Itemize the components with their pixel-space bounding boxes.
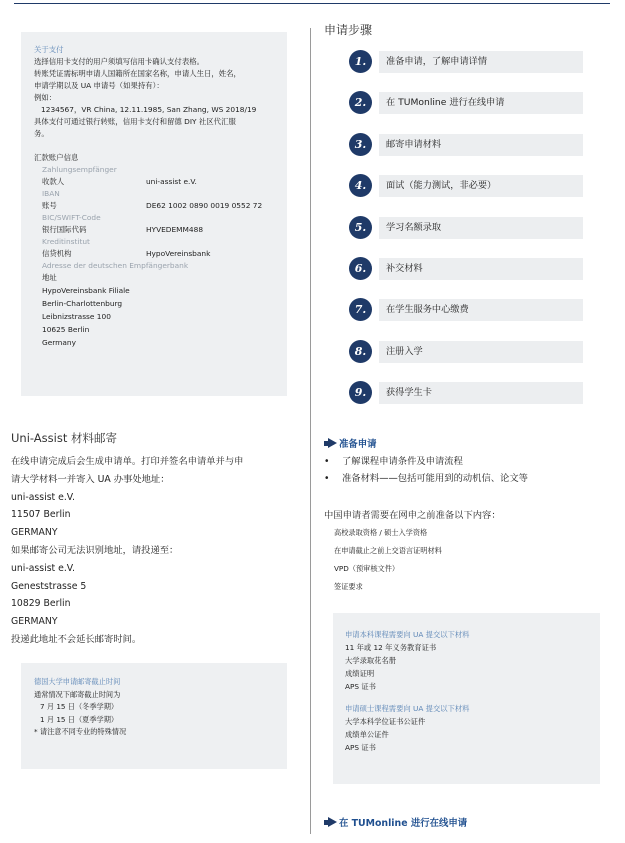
account-row bbox=[34, 272, 282, 284]
bachelor-material-item: 大学录取花名册 bbox=[345, 656, 397, 665]
account-row bbox=[34, 248, 282, 260]
step-number-badge: 4. bbox=[349, 174, 372, 197]
payment-title: 关于支付 bbox=[34, 45, 64, 54]
bullet-icon: • bbox=[324, 456, 330, 467]
bank-address-line: HypoVereinsbank Filiale bbox=[42, 286, 130, 295]
master-materials-title: 申请硕士课程需要向 UA 提交以下材料 bbox=[345, 704, 470, 713]
step-label: 补交材料 bbox=[379, 258, 583, 280]
china-requirement-item: 高校录取资格 / 硕士入学资格 bbox=[334, 528, 428, 537]
step-4 bbox=[349, 175, 583, 197]
step-label: 准备申请，了解申请详情 bbox=[379, 51, 583, 73]
step-number-badge: 6. bbox=[349, 257, 372, 280]
account-value: HypoVereinsbank bbox=[146, 249, 211, 258]
china-requirements-list bbox=[334, 524, 442, 596]
mail-line: uni-assist e.V. bbox=[11, 491, 75, 503]
mail-line: 如果邮寄公司无法识别地址，请投递至： bbox=[11, 544, 179, 556]
payment-line: 选择信用卡支付的用户须填写信用卡确认支付表格。 bbox=[34, 57, 204, 66]
step-number-badge: 2. bbox=[349, 91, 372, 114]
bank-address-line: Berlin-Charlottenburg bbox=[42, 299, 123, 308]
account-label: BIC/SWIFT-Code bbox=[42, 213, 101, 222]
account-row bbox=[34, 200, 282, 212]
step-label: 注册入学 bbox=[379, 341, 583, 363]
arrow-right-icon bbox=[328, 817, 337, 827]
deadline-intro: 通常情况下邮寄截止时间为 bbox=[34, 689, 121, 699]
step-label: 获得学生卡 bbox=[379, 382, 583, 404]
mail-line: GERMANY bbox=[11, 527, 58, 539]
mail-section-title: Uni-Assist 材料邮寄 bbox=[11, 431, 117, 445]
payment-line: 申请学期以及 UA 申请号（如果持有）： bbox=[34, 81, 164, 90]
online-heading bbox=[324, 815, 467, 829]
step-label: 在学生服务中心缴费 bbox=[379, 299, 583, 321]
bank-address-line: 10625 Berlin bbox=[42, 325, 90, 334]
account-label: 账号 bbox=[42, 201, 57, 210]
online-heading-text: 在 TUMonline 进行在线申请 bbox=[339, 818, 468, 829]
step-label: 在 TUMonline 进行在线申请 bbox=[379, 92, 583, 114]
prepare-heading bbox=[324, 436, 377, 450]
deadline-note: * 请注意不同专业的特殊情况 bbox=[34, 727, 127, 736]
payment-line: 具体支付可通过银行转账，信用卡支付和留德 DIY 社区代汇服 bbox=[34, 117, 236, 126]
bachelor-materials-list bbox=[345, 641, 469, 693]
step-5 bbox=[349, 217, 583, 239]
account-row bbox=[34, 176, 282, 188]
column-divider bbox=[310, 28, 311, 834]
mail-line: 在线申请完成后会生成申请单。打印并签名申请单并与申 bbox=[11, 456, 244, 467]
step-8 bbox=[349, 341, 583, 363]
mail-line: GERMANY bbox=[11, 616, 58, 628]
bachelor-material-item: 11 年或 12 年义务教育证书 bbox=[345, 643, 437, 652]
bachelor-material-item: APS 证书 bbox=[345, 682, 376, 691]
account-label: 信贷机构 bbox=[42, 249, 72, 258]
step-number-badge: 8. bbox=[349, 340, 372, 363]
step-7 bbox=[349, 299, 583, 321]
prepare-heading-text: 准备申请 bbox=[339, 439, 377, 450]
step-number-badge: 9. bbox=[349, 381, 372, 404]
step-3 bbox=[349, 134, 583, 156]
deadline-title: 德国大学申请邮寄截止时间 bbox=[34, 677, 121, 686]
account-row bbox=[34, 212, 282, 224]
mail-line: 11507 Berlin bbox=[11, 509, 71, 521]
bank-address bbox=[34, 284, 282, 349]
account-label: 银行国际代码 bbox=[42, 225, 87, 234]
account-row bbox=[34, 260, 282, 272]
payment-line: 务。 bbox=[34, 129, 49, 138]
master-materials-list bbox=[345, 715, 469, 754]
steps-title: 申请步骤 bbox=[324, 23, 373, 37]
account-label: Kreditinstitut bbox=[42, 237, 90, 246]
master-material-item: APS 证书 bbox=[345, 743, 376, 752]
step-label: 面试（能力测试，非必要） bbox=[379, 175, 583, 197]
master-material-item: 成绩单公证件 bbox=[345, 730, 389, 739]
deadline-summer: 1 月 15 日（夏季学期） bbox=[40, 714, 119, 724]
bullet-icon: • bbox=[324, 473, 330, 484]
arrow-right-icon bbox=[328, 438, 337, 448]
step-number-badge: 5. bbox=[349, 216, 372, 239]
account-label: IBAN bbox=[42, 189, 60, 198]
prepare-bullet-text: 准备材料——包括可能用到的动机信、论文等 bbox=[342, 473, 528, 484]
payment-line: 例如： bbox=[34, 93, 57, 102]
mail-line: 10829 Berlin bbox=[11, 598, 71, 610]
step-9 bbox=[349, 382, 583, 404]
account-label: 收款人 bbox=[42, 177, 65, 186]
mail-line: 投递此地址不会延长邮寄时间。 bbox=[11, 633, 142, 645]
mail-line: uni-assist e.V. bbox=[11, 562, 75, 574]
prepare-bullets bbox=[324, 453, 614, 487]
account-label: 地址 bbox=[42, 273, 57, 282]
account-row bbox=[34, 224, 282, 236]
prepare-bullet-item bbox=[324, 453, 614, 470]
china-requirement-item: 签证要求 bbox=[334, 582, 363, 591]
account-title: 汇款账户信息 bbox=[34, 153, 79, 162]
bank-address-line: Leibnizstrasse 100 bbox=[42, 312, 111, 321]
bachelor-materials-title: 申请本科课程需要向 UA 提交以下材料 bbox=[345, 630, 470, 639]
master-material-item: 大学本科学位证书公证件 bbox=[345, 717, 426, 726]
account-label: Zahlungsempfänger bbox=[42, 165, 117, 174]
prepare-bullet-text: 了解课程申请条件及申请流程 bbox=[342, 456, 463, 467]
step-1 bbox=[349, 51, 583, 73]
bachelor-material-item: 成绩证明 bbox=[345, 669, 375, 678]
step-number-badge: 3. bbox=[349, 133, 372, 156]
prepare-bullet-item bbox=[324, 470, 614, 487]
account-row bbox=[34, 188, 282, 200]
bank-address-line: Germany bbox=[42, 338, 76, 347]
china-requirement-item: 在申请截止之前上交语言证明材料 bbox=[334, 546, 442, 555]
step-number-badge: 7. bbox=[349, 298, 372, 321]
deadline-winter: 7 月 15 日（冬季学期） bbox=[40, 702, 119, 711]
payment-line: 转账凭证需标明申请人国籍所在国家名称，申请人生日，姓名， bbox=[34, 69, 241, 78]
step-2 bbox=[349, 92, 583, 114]
account-value: uni-assist e.V. bbox=[146, 177, 197, 186]
materials-box bbox=[333, 613, 600, 784]
account-table bbox=[34, 164, 282, 284]
payment-example: 1234567，VR China, 12.11.1985, San Zhang, WS 2018/19 bbox=[34, 105, 257, 114]
step-label: 学习名额录取 bbox=[379, 217, 583, 239]
mail-line: Geneststrasse 5 bbox=[11, 580, 87, 592]
account-row bbox=[34, 164, 282, 176]
top-rule bbox=[14, 3, 610, 4]
mail-line: 请大学材料一并寄入 UA 办事处地址： bbox=[11, 473, 170, 485]
deadline-box bbox=[21, 663, 287, 769]
account-label: Adresse der deutschen Empfängerbank bbox=[42, 261, 189, 270]
step-6 bbox=[349, 258, 583, 280]
step-label: 邮寄申请材料 bbox=[379, 134, 583, 156]
payment-info-box bbox=[21, 32, 287, 396]
step-number-badge: 1. bbox=[349, 50, 372, 73]
china-requirement-item: VPD（预审核文件） bbox=[334, 564, 400, 573]
account-value: DE62 1002 0890 0019 0552 72 bbox=[146, 201, 263, 210]
account-value: HYVEDEMM488 bbox=[146, 225, 204, 234]
china-requirements-intro: 中国申请者需要在网申之前准备以下内容： bbox=[324, 510, 501, 521]
account-row bbox=[34, 236, 282, 248]
mail-section-body bbox=[11, 453, 303, 649]
